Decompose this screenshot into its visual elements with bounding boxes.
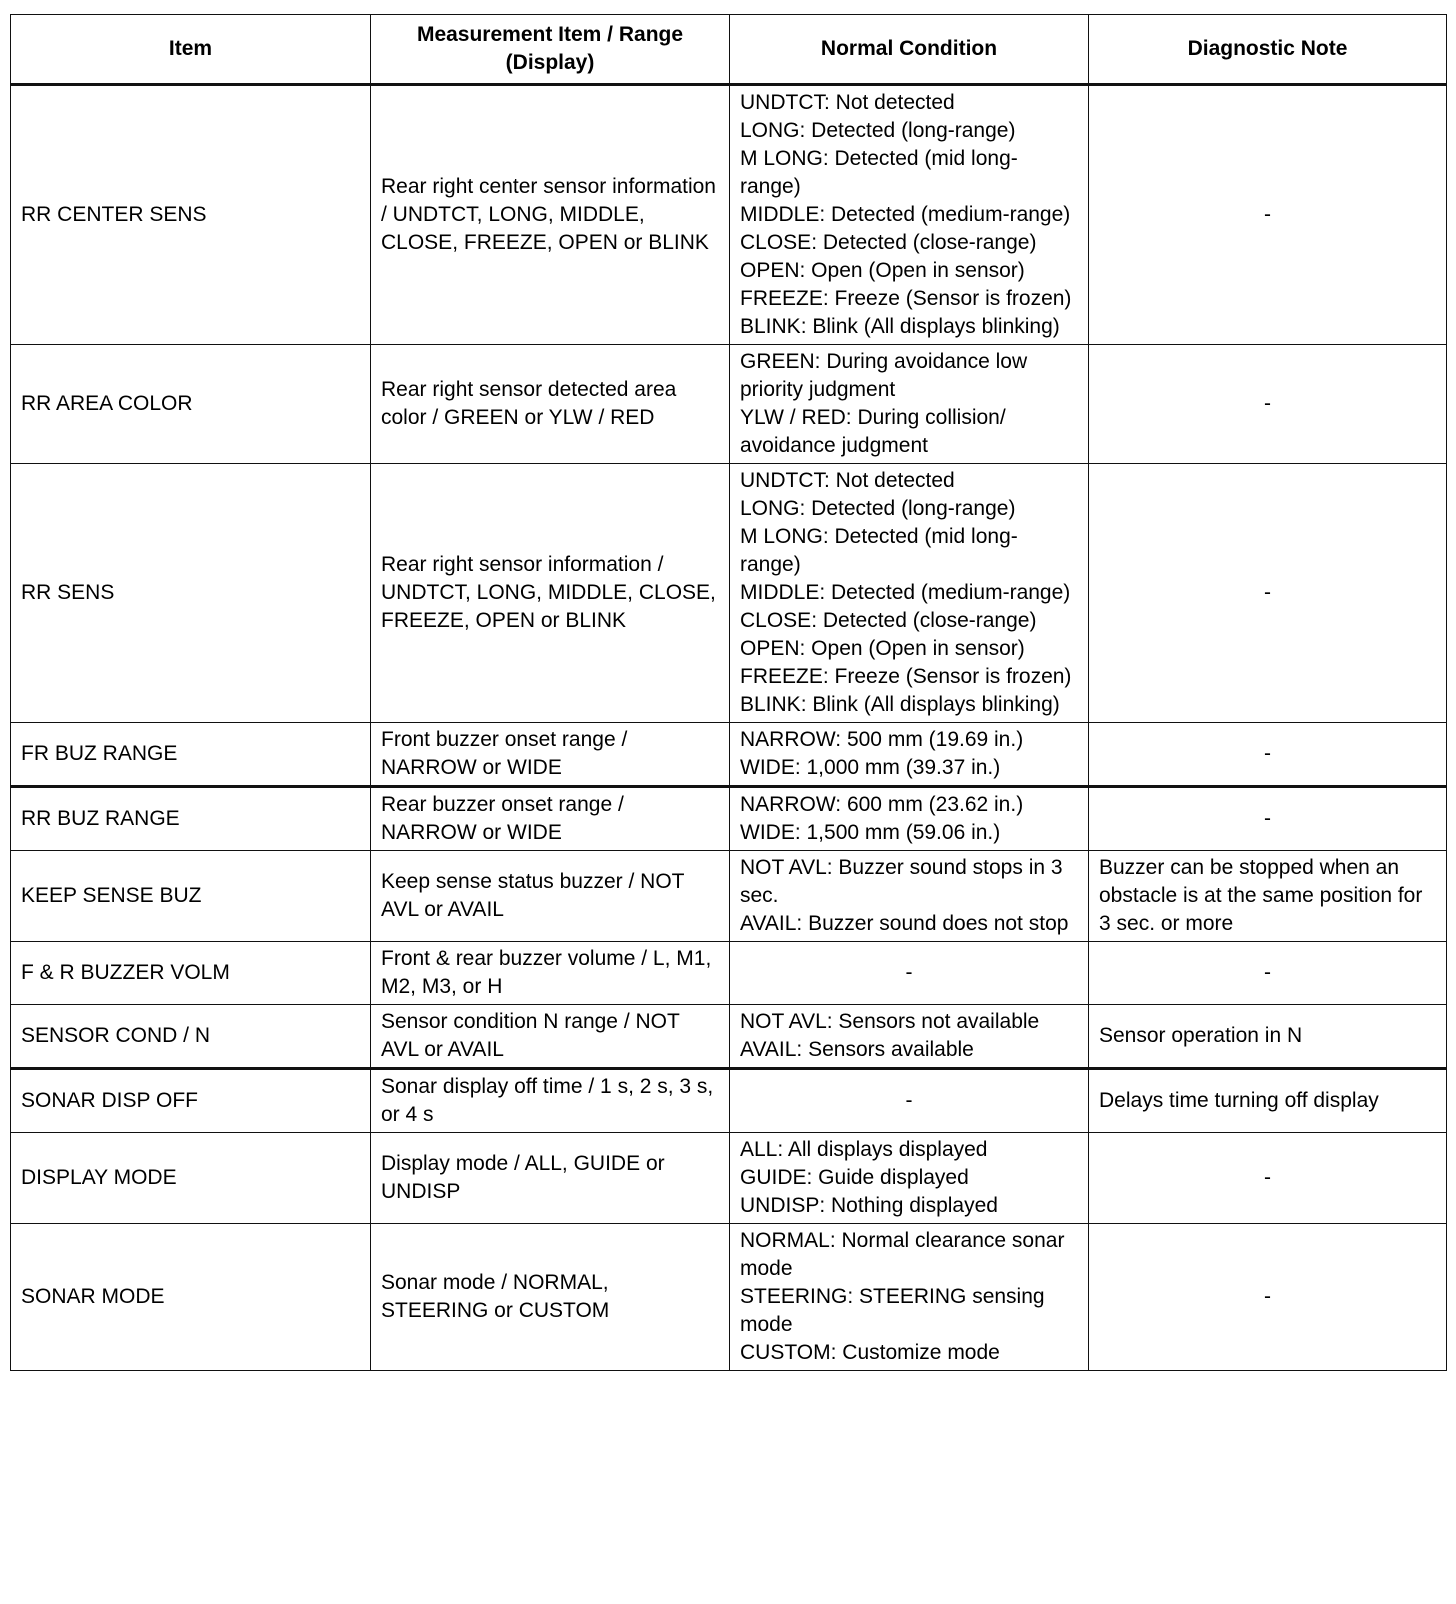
- table-row: [11, 1133, 1447, 1224]
- table-row: [11, 942, 1447, 1005]
- cell-item: DISPLAY MODE: [11, 1133, 371, 1224]
- table-row: [11, 787, 1447, 851]
- table-row: [11, 85, 1447, 345]
- normal-condition-line: GUIDE: Guide displayed: [740, 1166, 969, 1189]
- normal-condition-line: -: [905, 1089, 913, 1112]
- cell-item: RR CENTER SENS: [11, 85, 371, 345]
- table-row: [11, 345, 1447, 464]
- header-diagnostic-note: Diagnostic Note: [1089, 15, 1447, 85]
- table-row: [11, 464, 1447, 723]
- normal-condition-line: UNDTCT: Not detected: [740, 469, 955, 492]
- cell-diagnostic-note: -: [1089, 85, 1447, 345]
- header-measurement: Measurement Item / Range (Display): [371, 15, 730, 85]
- cell-item: FR BUZ RANGE: [11, 723, 371, 787]
- normal-condition-line: MIDDLE: Detected (medium-range): [740, 581, 1071, 604]
- normal-condition-line: STEERING: STEERING sensing mode: [740, 1285, 1045, 1336]
- normal-condition-line: -: [905, 961, 913, 984]
- normal-condition-line: YLW / RED: During collision/ avoidance judgment: [740, 406, 1006, 457]
- header-normal-condition: Normal Condition: [730, 15, 1089, 85]
- normal-condition-line: OPEN: Open (Open in sensor): [740, 259, 1025, 282]
- normal-condition-line: MIDDLE: Detected (medium-range): [740, 203, 1071, 226]
- normal-condition-line: BLINK: Blink (All displays blinking): [740, 693, 1060, 716]
- cell-diagnostic-note: -: [1089, 787, 1447, 851]
- cell-diagnostic-note: -: [1089, 942, 1447, 1005]
- normal-condition-line: BLINK: Blink (All displays blinking): [740, 315, 1060, 338]
- cell-normal-condition: [730, 1005, 1089, 1069]
- cell-diagnostic-note: -: [1089, 1224, 1447, 1371]
- cell-measurement: Sonar display off time / 1 s, 2 s, 3 s, or 4 s: [371, 1069, 730, 1133]
- cell-diagnostic-note: Delays time turning off display: [1089, 1069, 1447, 1133]
- cell-measurement: Rear right sensor detected area color / GREEN or YLW / RED: [371, 345, 730, 464]
- normal-condition-line: FREEZE: Freeze (Sensor is frozen): [740, 665, 1072, 688]
- cell-measurement: Keep sense status buzzer / NOT AVL or AVAIL: [371, 851, 730, 942]
- cell-item: SONAR MODE: [11, 1224, 371, 1371]
- cell-item: SONAR DISP OFF: [11, 1069, 371, 1133]
- normal-condition-line: OPEN: Open (Open in sensor): [740, 637, 1025, 660]
- cell-measurement: Rear right center sensor information / UNDTCT, LONG, MIDDLE, CLOSE, FREEZE, OPEN or BLINK: [371, 85, 730, 345]
- cell-normal-condition: [730, 787, 1089, 851]
- cell-diagnostic-note: -: [1089, 464, 1447, 723]
- table-row: [11, 1069, 1447, 1133]
- normal-condition-line: M LONG: Detected (mid long-range): [740, 525, 1018, 576]
- normal-condition-line: LONG: Detected (long-range): [740, 119, 1016, 142]
- cell-diagnostic-note: -: [1089, 345, 1447, 464]
- header-item: Item: [11, 15, 371, 85]
- normal-condition-line: CUSTOM: Customize mode: [740, 1341, 1000, 1364]
- data-list-table: [10, 14, 1447, 1371]
- table-header: [11, 15, 1447, 85]
- table-body: [11, 85, 1447, 1371]
- cell-normal-condition: [730, 851, 1089, 942]
- cell-measurement: Front buzzer onset range / NARROW or WIDE: [371, 723, 730, 787]
- cell-item: RR AREA COLOR: [11, 345, 371, 464]
- normal-condition-line: CLOSE: Detected (close-range): [740, 609, 1037, 632]
- cell-normal-condition: [730, 345, 1089, 464]
- normal-condition-line: NOT AVL: Buzzer sound stops in 3 sec.: [740, 856, 1063, 907]
- cell-item: SENSOR COND / N: [11, 1005, 371, 1069]
- normal-condition-line: WIDE: 1,500 mm (59.06 in.): [740, 821, 1001, 844]
- normal-condition-line: NORMAL: Normal clearance sonar mode: [740, 1229, 1065, 1280]
- normal-condition-line: FREEZE: Freeze (Sensor is frozen): [740, 287, 1072, 310]
- document-sheet: [10, 14, 1446, 1371]
- cell-normal-condition: [730, 1069, 1089, 1133]
- cell-normal-condition: [730, 1224, 1089, 1371]
- cell-normal-condition: [730, 942, 1089, 1005]
- table-row: [11, 723, 1447, 787]
- cell-item: F & R BUZZER VOLM: [11, 942, 371, 1005]
- normal-condition-line: NARROW: 600 mm (23.62 in.): [740, 793, 1024, 816]
- cell-measurement: Sensor condition N range / NOT AVL or AVAIL: [371, 1005, 730, 1069]
- cell-normal-condition: [730, 464, 1089, 723]
- normal-condition-line: AVAIL: Buzzer sound does not stop: [740, 912, 1069, 935]
- cell-diagnostic-note: -: [1089, 1133, 1447, 1224]
- normal-condition-line: ALL: All displays displayed: [740, 1138, 988, 1161]
- cell-item: RR SENS: [11, 464, 371, 723]
- table-row: [11, 851, 1447, 942]
- cell-item: KEEP SENSE BUZ: [11, 851, 371, 942]
- table-row: [11, 1224, 1447, 1371]
- cell-item: RR BUZ RANGE: [11, 787, 371, 851]
- cell-diagnostic-note: Sensor operation in N: [1089, 1005, 1447, 1069]
- cell-measurement: Sonar mode / NORMAL, STEERING or CUSTOM: [371, 1224, 730, 1371]
- cell-normal-condition: [730, 85, 1089, 345]
- cell-measurement: Display mode / ALL, GUIDE or UNDISP: [371, 1133, 730, 1224]
- table-row: [11, 1005, 1447, 1069]
- cell-normal-condition: [730, 723, 1089, 787]
- normal-condition-line: WIDE: 1,000 mm (39.37 in.): [740, 756, 1001, 779]
- normal-condition-line: LONG: Detected (long-range): [740, 497, 1016, 520]
- normal-condition-line: GREEN: During avoidance low priority judgment: [740, 350, 1028, 401]
- cell-measurement: Rear right sensor information / UNDTCT, LONG, MIDDLE, CLOSE, FREEZE, OPEN or BLINK: [371, 464, 730, 723]
- normal-condition-line: CLOSE: Detected (close-range): [740, 231, 1037, 254]
- cell-diagnostic-note: Buzzer can be stopped when an obstacle is at the same position for 3 sec. or more: [1089, 851, 1447, 942]
- normal-condition-line: UNDTCT: Not detected: [740, 91, 955, 114]
- cell-measurement: Front & rear buzzer volume / L, M1, M2, M3, or H: [371, 942, 730, 1005]
- normal-condition-line: M LONG: Detected (mid long-range): [740, 147, 1018, 198]
- normal-condition-line: AVAIL: Sensors available: [740, 1038, 974, 1061]
- normal-condition-line: NARROW: 500 mm (19.69 in.): [740, 728, 1024, 751]
- header-row: [11, 15, 1447, 85]
- normal-condition-line: UNDISP: Nothing displayed: [740, 1194, 998, 1217]
- cell-normal-condition: [730, 1133, 1089, 1224]
- cell-diagnostic-note: -: [1089, 723, 1447, 787]
- cell-measurement: Rear buzzer onset range / NARROW or WIDE: [371, 787, 730, 851]
- normal-condition-line: NOT AVL: Sensors not available: [740, 1010, 1040, 1033]
